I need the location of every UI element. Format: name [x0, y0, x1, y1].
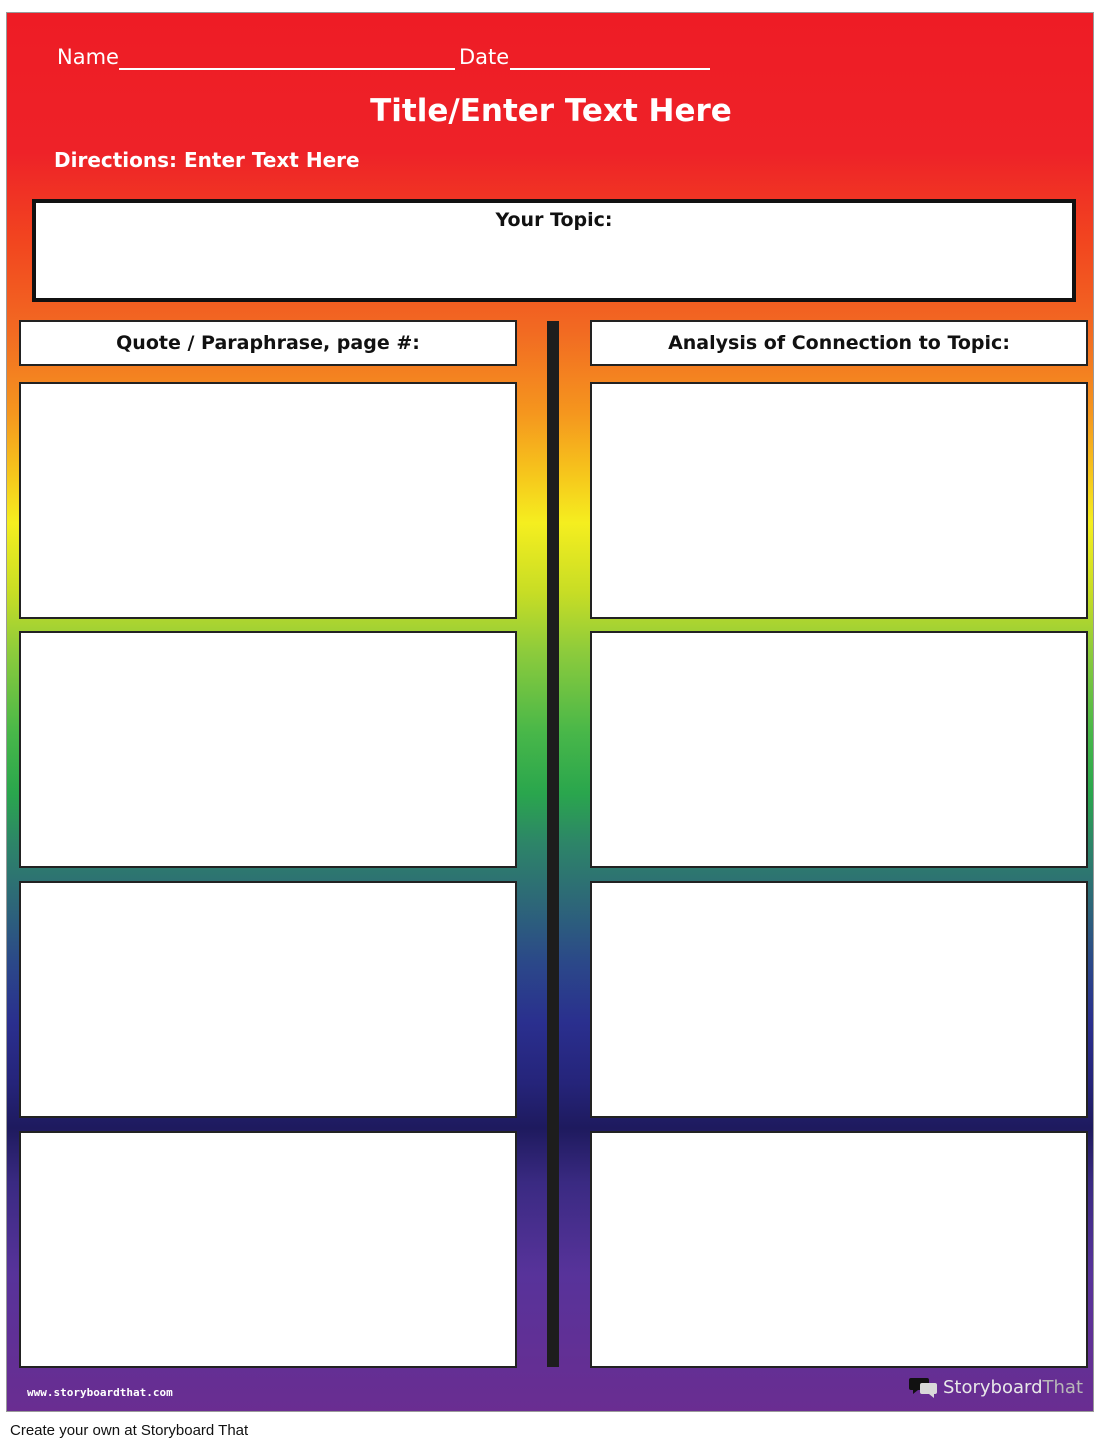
analysis-column-header: Analysis of Connection to Topic: — [590, 320, 1088, 366]
topic-label: Your Topic: — [495, 209, 613, 231]
storyboardthat-logo — [909, 1375, 1083, 1399]
name-label: Name — [57, 45, 119, 69]
topic-box[interactable] — [32, 199, 1076, 302]
quote-cell-3[interactable] — [19, 881, 517, 1118]
footer-url: www.storyboardthat.com — [27, 1386, 173, 1399]
analysis-cell-3[interactable] — [590, 881, 1088, 1118]
quote-cell-2[interactable] — [19, 631, 517, 868]
directions-text[interactable]: Directions: Enter Text Here — [54, 148, 360, 172]
date-field[interactable] — [510, 68, 710, 70]
analysis-cell-1[interactable] — [590, 382, 1088, 619]
analysis-cell-4[interactable] — [590, 1131, 1088, 1368]
date-label: Date — [459, 45, 510, 69]
analysis-cell-2[interactable] — [590, 631, 1088, 868]
create-your-own-caption[interactable]: Create your own at Storyboard That — [10, 1422, 249, 1439]
worksheet-title[interactable]: Title/Enter Text Here — [370, 93, 732, 129]
quote-cell-4[interactable] — [19, 1131, 517, 1368]
column-divider — [547, 321, 559, 1367]
quote-cell-1[interactable] — [19, 382, 517, 619]
logo-text-accent: That — [1042, 1376, 1084, 1398]
speech-bubbles-icon — [909, 1375, 939, 1399]
worksheet-page — [6, 12, 1094, 1412]
logo-text-main: Storyboard — [943, 1376, 1043, 1398]
quote-column-header: Quote / Paraphrase, page #: — [19, 320, 517, 366]
name-field[interactable] — [119, 68, 455, 70]
